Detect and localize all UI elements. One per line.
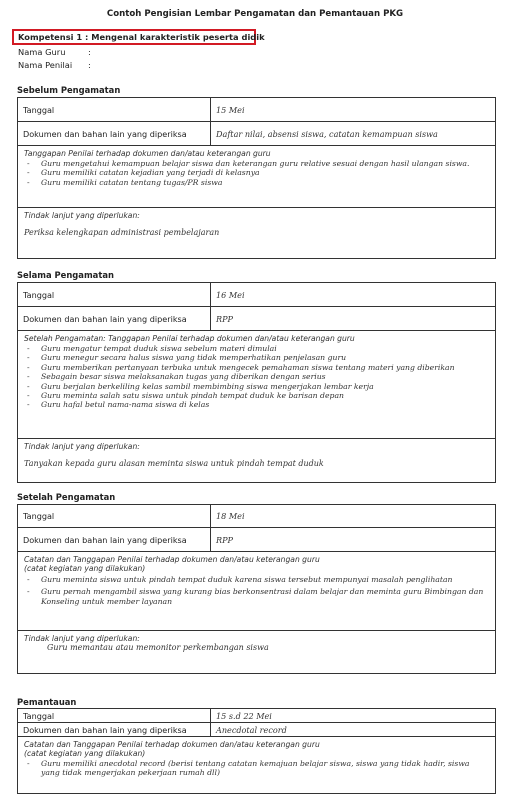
selama-tanggal-value: 16 Mei [211,283,496,307]
pemantauan-dokumen-value: Anecdotal record [211,723,496,737]
selama-notes-label: Setelah Pengamatan: Tanggapan Penilai terhadap dokumen dan/atau keterangan guru [24,334,355,343]
sebelum-row-tanggal [18,98,496,122]
selama-notes-box [18,331,496,439]
selama-followup-text: Tanyakan kepada guru alasan meminta siswa untuk pindah tempat duduk [24,459,324,468]
sebelum-row-followup [18,208,496,259]
sebelum-tanggal-value: 15 Mei [211,98,496,122]
selama-dokumen-value: RPP [211,307,496,331]
selama-row-tanggal [18,283,496,307]
setelah-table [17,504,496,674]
selama-dokumen-label: Dokumen dan bahan lain yang diperiksa [18,307,211,331]
sebelum-followup-box [18,208,496,259]
section-title-sebelum: Sebelum Pengamatan [17,85,121,95]
selama-table [17,282,496,483]
sebelum-dokumen-label: Dokumen dan bahan lain yang diperiksa [18,122,211,146]
setelah-followup-text: Guru memantau atau memonitor perkembangan siswa [47,643,269,652]
list-item: - Sebagain besar siswa melaksanakan tugas yang diberikan dengan serius [24,372,489,381]
pemantauan-row-dokumen [18,723,496,737]
setelah-row-followup [18,631,496,674]
selama-followup-box [18,439,496,483]
sebelum-notes-box [18,146,496,208]
nama-penilai-colon: : [88,60,91,70]
list-item: - Guru meminta salah satu siswa untuk pindah tempat duduk ke barisan depan [24,391,489,400]
pemantauan-notes-sublabel: (catat kegiatan yang dilakukan) [24,749,146,758]
sebelum-row-notes [18,146,496,208]
nama-guru-colon: : [88,47,91,57]
section-title-selama: Selama Pengamatan [17,270,114,280]
sebelum-tanggal-label: Tanggal [18,98,211,122]
list-item: - Guru meminta siswa untuk pindah tempat duduk karena siswa tersebut mempunyai masalah penglihatan [24,575,489,584]
selama-row-notes [18,331,496,439]
list-item: - Guru hafal betul nama-nama siswa di kelas [24,400,489,409]
selama-tanggal-label: Tanggal [18,283,211,307]
pemantauan-tanggal-value: 15 s.d 22 Mei [211,709,496,723]
list-item: - Guru memiliki catatan kejadian yang terjadi di kelasnya [24,168,489,177]
pemantauan-row-tanggal [18,709,496,723]
sebelum-notes-label: Tanggapan Penilai terhadap dokumen dan/atau keterangan guru [24,149,271,158]
list-item: - Guru mengatur tempat duduk siswa sebelum materi dimulai [24,344,489,353]
setelah-notes-label: Catatan dan Tanggapan Penilai terhadap dokumen dan/atau keterangan guru [24,555,320,564]
pemantauan-tanggal-label: Tanggal [18,709,211,723]
section-title-setelah: Setelah Pengamatan [17,492,116,502]
list-item: - Guru memiliki catatan tentang tugas/PR siswa [24,178,489,187]
list-item: - Guru berjalan berkeliling kelas sambil membimbing siswa mengerjakan lembar kerja [24,382,489,391]
nama-penilai-field [18,60,91,70]
kompetensi-heading: Kompetensi 1 : Mengenal karakteristik peserta didik [12,29,256,45]
list-item: - Guru memiliki anecdotal record (berisi tentang catatan kemajuan belajar siswa, siswa yang tidak hadir, siswa yang tidak mengerjakan pekerjaan rumah dll) [24,759,489,778]
setelah-followup-label: Tindak lanjut yang diperlukan: [24,634,140,643]
setelah-notes-sublabel: (catat kegiatan yang dilakukan) [24,564,146,573]
setelah-row-tanggal [18,505,496,528]
selama-row-followup [18,439,496,483]
sebelum-dokumen-value: Daftar nilai, absensi siswa, catatan kemampuan siswa [211,122,496,146]
nama-penilai-label: Nama Penilai [18,60,73,70]
selama-row-dokumen [18,307,496,331]
setelah-notes-list [24,575,489,606]
pemantauan-dokumen-label: Dokumen dan bahan lain yang diperiksa [18,723,211,737]
list-item: - Guru pernah mengambil siswa yang kurang bias berkonsentrasi dalam belajar dan meminta guru Bimbingan dan Konseling untuk member layanan [24,587,489,606]
pemantauan-row-notes [18,737,496,794]
setelah-tanggal-value: 18 Mei [211,505,496,528]
setelah-dokumen-label: Dokumen dan bahan lain yang diperiksa [18,528,211,552]
sebelum-table [17,97,496,259]
nama-guru-label: Nama Guru [18,47,66,57]
setelah-dokumen-value: RPP [211,528,496,552]
nama-guru-field [18,47,91,57]
sebelum-followup-text: Periksa kelengkapan administrasi pembelajaran [24,228,220,237]
selama-followup-label: Tindak lanjut yang diperlukan: [24,442,140,451]
setelah-followup-box [18,631,496,674]
list-item: - Guru mengetahui kemampuan belajar siswa dan keterangan guru relative sesuai dengan hasil ulangan siswa. [24,159,489,168]
pemantauan-notes-list [24,759,489,778]
sebelum-notes-list [24,159,489,187]
pemantauan-table [17,708,496,794]
setelah-row-notes [18,552,496,631]
selama-notes-list [24,344,489,410]
document-title: Contoh Pengisian Lembar Pengamatan dan Pemantauan PKG [106,9,404,19]
setelah-notes-box [18,552,496,631]
setelah-tanggal-label: Tanggal [18,505,211,528]
sebelum-row-dokumen [18,122,496,146]
sebelum-followup-label: Tindak lanjut yang diperlukan: [24,211,140,220]
pemantauan-notes-box [18,737,496,794]
section-title-pemantauan: Pemantauan [17,697,77,707]
setelah-row-dokumen [18,528,496,552]
pemantauan-notes-label: Catatan dan Tanggapan Penilai terhadap dokumen dan/atau keterangan guru [24,740,320,749]
list-item: - Guru menegur secara halus siswa yang tidak memperhatikan penjelasan guru [24,353,489,362]
list-item: - Guru memberikan pertanyaan terbuka untuk mengecek pemahaman siswa tentang materi yang diberikan [24,363,489,372]
